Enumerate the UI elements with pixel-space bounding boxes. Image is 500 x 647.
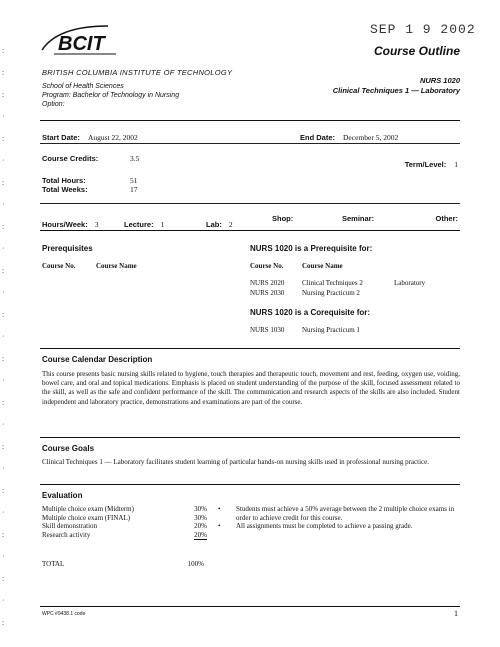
institute-name: BRITISH COLUMBIA INSTITUTE OF TECHNOLOGY bbox=[42, 68, 233, 77]
credits-value: 3.5 bbox=[130, 154, 140, 163]
term-value: 1 bbox=[454, 160, 458, 169]
divider bbox=[40, 484, 460, 485]
margin-marks: : : : · : · : · : · : · : · : · : · : · : · : · : · : bbox=[2, 46, 5, 627]
logo-text: BCIT bbox=[58, 33, 105, 55]
eval-name: Multiple choice exam (FINAL) bbox=[42, 513, 131, 522]
eval-pct: 20% bbox=[194, 530, 207, 539]
evaluation-items bbox=[42, 505, 207, 540]
note-item bbox=[218, 522, 460, 531]
seminar-label: Seminar: bbox=[342, 214, 375, 223]
school-name: School of Health Sciences bbox=[42, 83, 124, 90]
divider bbox=[40, 437, 460, 438]
eval-name: Research activity bbox=[42, 530, 91, 539]
course-title: Clinical Techniques 1 — Laboratory bbox=[332, 86, 460, 95]
end-date-value: December 5, 2002 bbox=[343, 133, 399, 142]
received-stamp: SEP 1 9 2002 bbox=[370, 22, 476, 37]
end-date-label: End Date: bbox=[300, 133, 336, 142]
goals-text: Clinical Techniques 1 — Laboratory facilitates student learning of particular hands-on nursing skills used in professional nursing practice. bbox=[42, 458, 430, 466]
evaluation-row bbox=[42, 505, 207, 514]
eval-name: Multiple choice exam (Midterm) bbox=[42, 505, 134, 513]
note-text: All assignments must be completed to achieve a passing grade. bbox=[236, 522, 413, 531]
hours-week-value: 3 bbox=[94, 220, 99, 229]
prereq-col-no: Course No. bbox=[42, 262, 76, 270]
evaluation-row bbox=[42, 531, 207, 541]
program-name: Program: Bachelor of Technology in Nursing bbox=[42, 92, 180, 99]
prereq-for-title: NURS 1020 is a Prerequisite for: bbox=[250, 244, 373, 253]
total-hours-label: Total Hours: bbox=[42, 176, 86, 185]
term-label: Term/Level: bbox=[404, 160, 447, 169]
term-level bbox=[405, 154, 458, 172]
table-row bbox=[250, 279, 425, 287]
total-weeks-value: 17 bbox=[130, 185, 138, 194]
divider bbox=[40, 348, 460, 349]
course-no: NURS 1030 bbox=[250, 326, 285, 334]
description-title: Course Calendar Description bbox=[42, 355, 153, 364]
bullet: • bbox=[218, 505, 221, 513]
description-text: This course presents basic nursing skills related to hygiene, touch therapies and therapeutic touch, movement and rest, feeding, oxygen use, voiding, bowel care, and oral and topical medications. Emphasis is placed on student understanding of the purpose of the skill, focused assessment related to the skill, as well as the safe and confident performance of the skill. The communication and research aspects of the skills are also included. Student independent and laboratory practice, demonstrations and examinations are part of the course. bbox=[42, 370, 460, 406]
table-row bbox=[250, 326, 360, 334]
hours-week-label: Hours/Week: bbox=[42, 220, 88, 229]
start-date-value: August 22, 2002 bbox=[87, 133, 138, 142]
prereq-for-col-no: Course No. bbox=[250, 262, 284, 270]
prerequisites-title: Prerequisites bbox=[42, 244, 93, 253]
total-value: 100% bbox=[187, 560, 204, 568]
eval-pct: 30% bbox=[194, 505, 207, 513]
goals-title: Course Goals bbox=[42, 444, 95, 453]
start-date-label: Start Date: bbox=[42, 133, 80, 142]
course-identity bbox=[333, 76, 460, 96]
evaluation-title: Evaluation bbox=[42, 491, 83, 500]
course-name: Nursing Practicum 1 bbox=[302, 326, 360, 334]
lecture-value: 1 bbox=[160, 220, 165, 229]
shop-label: Shop: bbox=[272, 214, 294, 223]
divider bbox=[40, 143, 460, 144]
evaluation-row bbox=[42, 522, 207, 531]
document-type: Course Outline bbox=[373, 44, 460, 58]
divider bbox=[40, 120, 460, 121]
total-hours-value: 51 bbox=[130, 176, 138, 185]
evaluation-row bbox=[42, 514, 207, 523]
course-name: Clinical Techniques 2 bbox=[302, 279, 363, 287]
course-no: NURS 2030 bbox=[250, 289, 285, 297]
footer-rule bbox=[40, 606, 460, 607]
total-label: TOTAL bbox=[42, 560, 65, 568]
divider bbox=[40, 203, 460, 204]
note-item bbox=[218, 505, 460, 522]
bcit-logo bbox=[38, 20, 124, 64]
table-row bbox=[250, 289, 360, 297]
total-weeks-label: Total Weeks: bbox=[42, 185, 88, 194]
option-label: Option: bbox=[42, 101, 65, 108]
eval-pct: 30% bbox=[194, 513, 207, 522]
course-no: NURS 2020 bbox=[250, 279, 285, 287]
lecture-label: Lecture: bbox=[124, 220, 154, 229]
evaluation-total bbox=[42, 560, 204, 568]
bullet: • bbox=[218, 522, 221, 531]
other-label: Other: bbox=[435, 214, 458, 223]
coreq-title: NURS 1020 is a Corequisite for: bbox=[250, 308, 371, 317]
eval-pct: 20% bbox=[194, 522, 207, 531]
credits-label: Course Credits: bbox=[42, 154, 99, 163]
course-extra: Laboratory bbox=[394, 279, 426, 287]
prereq-for-col-name: Course Name bbox=[302, 262, 343, 270]
page-number: 1 bbox=[454, 609, 458, 618]
evaluation-notes bbox=[218, 505, 460, 531]
form-code: WPC #9438.1 code bbox=[42, 611, 86, 617]
prereq-col-name: Course Name bbox=[96, 262, 137, 270]
lab-value: 2 bbox=[228, 220, 233, 229]
course-name: Nursing Practicum 2 bbox=[302, 289, 360, 297]
course-code: NURS 1020 bbox=[419, 76, 460, 85]
note-text: Students must achieve a 50% average between the 2 multiple choice exams in order to achieve credit for this course. bbox=[236, 505, 455, 522]
divider bbox=[40, 230, 460, 231]
eval-name: Skill demonstration bbox=[42, 522, 98, 531]
school-info bbox=[42, 82, 179, 109]
lab-label: Lab: bbox=[206, 220, 222, 229]
